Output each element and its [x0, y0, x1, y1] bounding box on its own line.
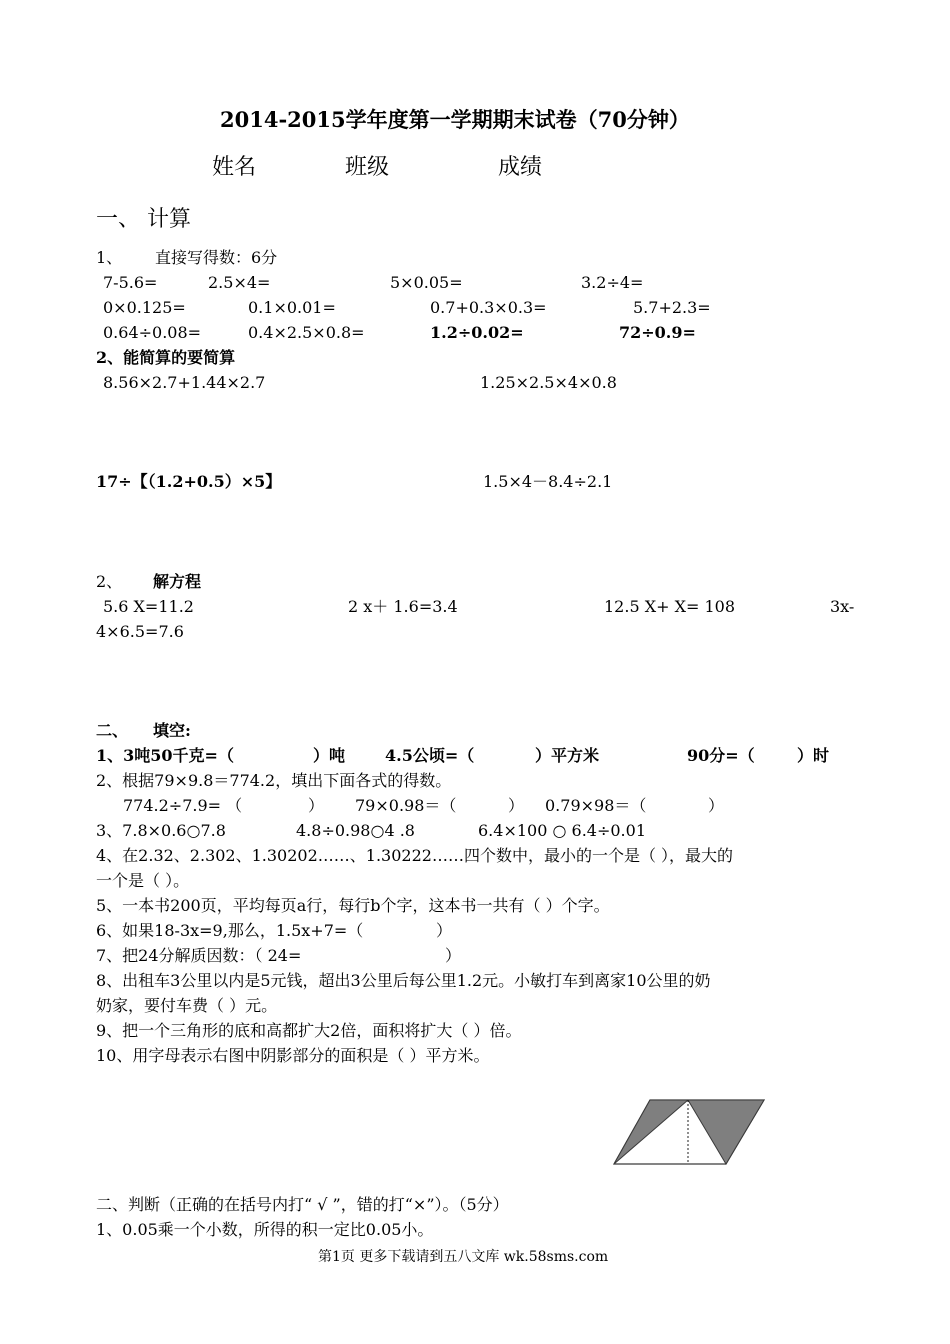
shaded-parallelogram-figure: [612, 1096, 768, 1168]
equation-item: 2 x＋ 1.6=3.4: [348, 597, 458, 616]
fill-q8: 奶家，要付车费（ ）元。: [96, 996, 278, 1015]
fill-q1: ）吨: [313, 746, 346, 765]
fill-q1: ）平方米: [535, 746, 600, 765]
fill-q7-end: ）: [445, 946, 462, 965]
q1-label: 1、: [96, 248, 123, 267]
fill-q6-end: ）: [436, 921, 453, 940]
fill-q3: 6.4×100 ○ 6.4÷0.01: [478, 821, 646, 840]
fill-q2-item: 774.2÷7.9= （: [123, 796, 243, 815]
page-title: 2014-2015学年度第一学期期末试卷（70分钟）: [220, 107, 690, 132]
calc-item: 0×0.125=: [103, 298, 186, 317]
q3-label: 2、: [96, 572, 123, 591]
calc-item: 1.2÷0.02=: [430, 323, 524, 342]
fill-q1: 4.5公顷=（: [385, 746, 475, 765]
calc-item: 0.7+0.3×0.3=: [430, 298, 547, 317]
calc-item: 72÷0.9=: [619, 323, 696, 342]
fill-q3: 3、7.8×0.6○7.8: [96, 821, 226, 840]
calc-item: 0.64÷0.08=: [103, 323, 202, 342]
fill-q2-item: ）: [308, 796, 325, 815]
equation-item: 12.5 X+ X= 108: [604, 597, 736, 616]
fill-q1: 1、3吨50千克=（: [96, 746, 234, 765]
calc-item: 2.5×4=: [208, 273, 271, 292]
calc-item: 3.2÷4=: [581, 273, 644, 292]
section2-number: 二、: [96, 721, 129, 740]
fill-q2-item: ）: [508, 796, 525, 815]
section3-heading: 二、判断（正确的在括号内打“ √ ”，错的打“×”）。（5分）: [96, 1195, 509, 1214]
fill-q7: 7、把24分解质因数：（ 24=: [96, 946, 302, 965]
simplify-item: 8.56×2.7+1.44×2.7: [103, 373, 266, 392]
equation-item: 3x-: [830, 597, 855, 616]
fill-q10: 10、用字母表示右图中阴影部分的面积是（ ）平方米。: [96, 1046, 490, 1065]
name-label: 姓名: [212, 155, 257, 180]
fill-q2-item: 79×0.98＝（: [355, 796, 457, 815]
class-label: 班级: [345, 155, 390, 180]
q1-text: 直接写得数：6分: [155, 248, 278, 267]
fill-q2-item: ）: [708, 796, 725, 815]
fill-q9: 9、把一个三角形的底和高都扩大2倍，面积将扩大（ ）倍。: [96, 1021, 522, 1040]
fill-q1: ）时: [797, 746, 830, 765]
simplify-item: 1.5×4－8.4÷2.1: [483, 472, 613, 491]
fill-q6: 6、如果18-3x=9,那么，1.5x+7=（: [96, 921, 364, 940]
calc-item: 0.1×0.01=: [248, 298, 336, 317]
judge-q1: 1、0.05乘一个小数，所得的积一定比0.05小。: [96, 1220, 434, 1239]
simplify-item: 1.25×2.5×4×0.8: [480, 373, 617, 392]
section1-heading: 一、 计算: [96, 207, 191, 232]
calc-item: 0.4×2.5×0.8=: [248, 323, 365, 342]
fill-q3: 4.8÷0.98○4 .8: [296, 821, 415, 840]
score-label: 成绩: [498, 155, 543, 180]
calc-item: 5×0.05=: [390, 273, 463, 292]
simplify-item: 17÷【（1.2+0.5）×5】: [96, 472, 282, 491]
fill-q2-item: 0.79×98＝（: [545, 796, 647, 815]
equation-item: 5.6 X=11.2: [103, 597, 194, 616]
fill-q8: 8、出租车3公里以内是5元钱，超出3公里后每公里1.2元。小敏打车到离家10公里的奶: [96, 971, 711, 990]
fill-q1: 90分=（: [687, 746, 755, 765]
equation-item: 4×6.5=7.6: [96, 622, 184, 641]
q3-heading: 解方程: [153, 572, 202, 591]
fill-q2: 2、根据79×9.8＝774.2，填出下面各式的得数。: [96, 771, 452, 790]
fill-q4: 4、在2.32、2.302、1.30202……、1.30222……四个数中，最小的一个是（ ），最大的: [96, 846, 734, 865]
section2-heading: 填空:: [153, 721, 191, 740]
fill-q4: 一个是（ ）。: [96, 871, 190, 890]
q2-heading: 2、能简算的要简算: [96, 348, 236, 367]
calc-item: 5.7+2.3=: [633, 298, 711, 317]
page-footer: 第1页 更多下载请到五八文库 wk.58sms.com: [318, 1249, 609, 1265]
calc-item: 7-5.6=: [103, 273, 158, 292]
fill-q5: 5、一本书200页，平均每页a行，每行b个字，这本书一共有（ ）个字。: [96, 896, 610, 915]
